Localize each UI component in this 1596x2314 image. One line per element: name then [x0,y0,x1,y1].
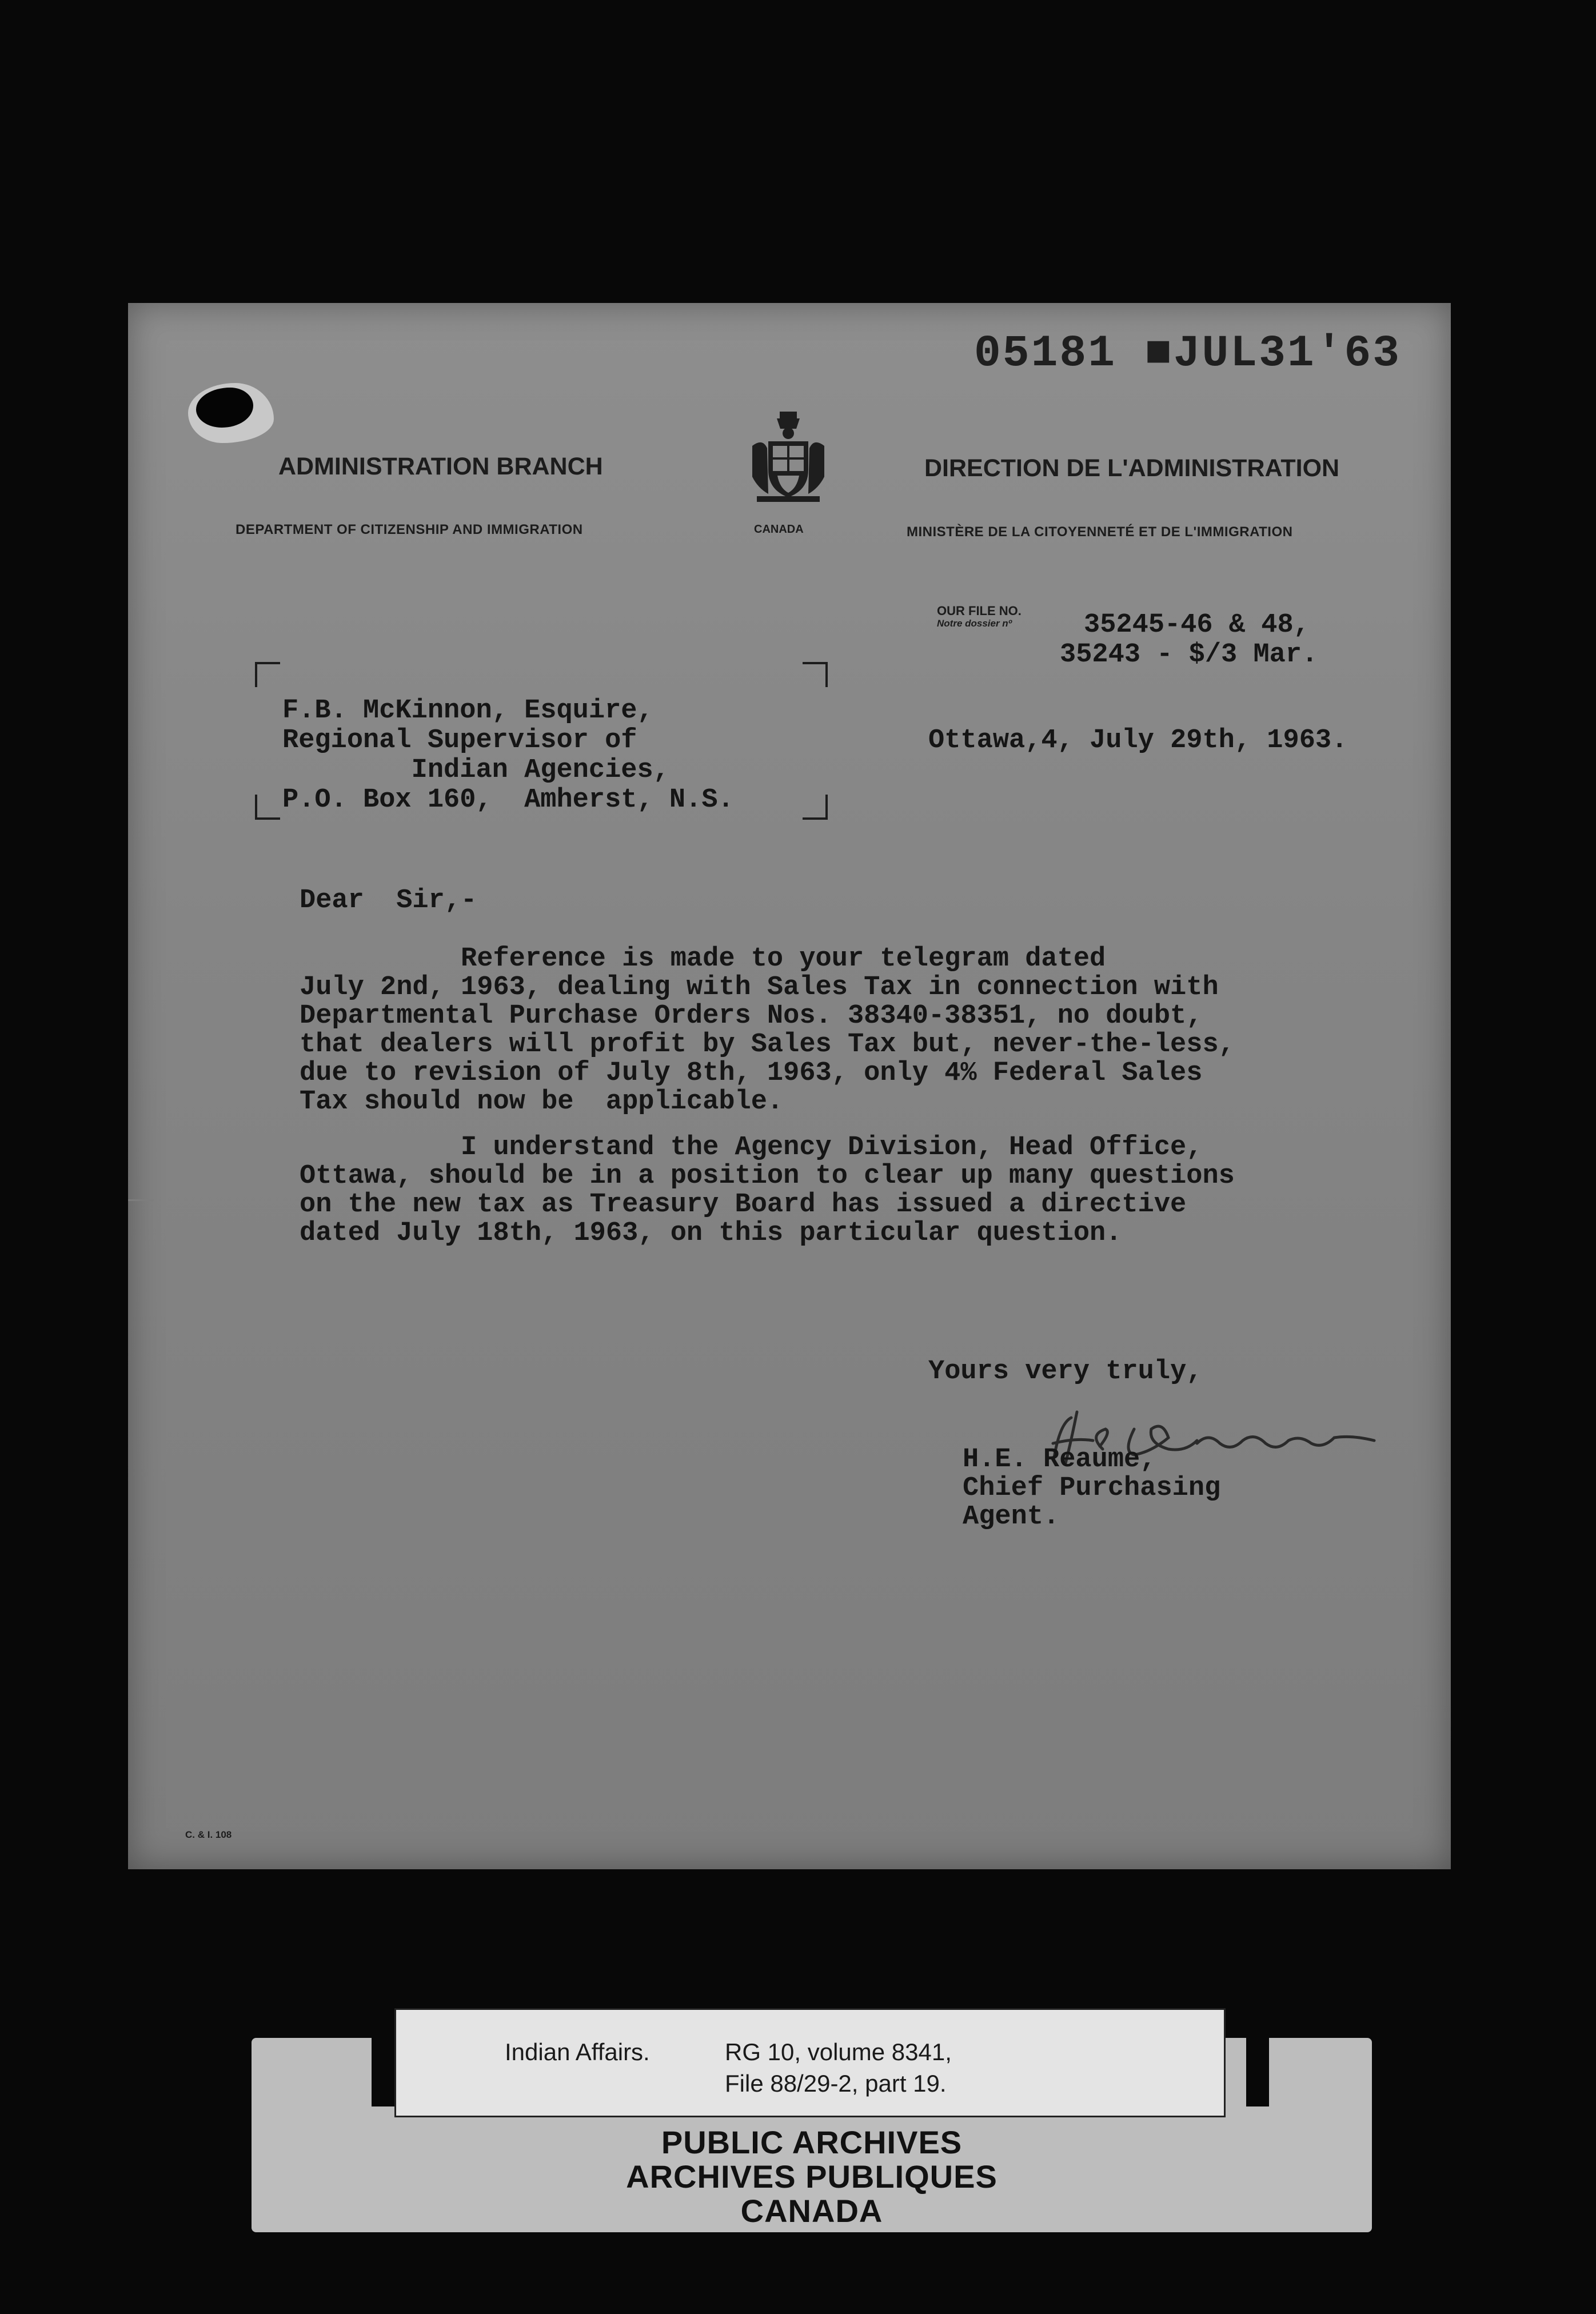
file-number-line-1: 35245-46 & 48, [1084,610,1310,640]
address-window-corner [803,795,828,820]
archives-line-country: CANADA [740,2193,883,2229]
canada-coat-of-arms-icon [745,406,831,506]
body-line: due to revision of July 8th, 1963, only 4% Federal Sales [300,1058,1203,1088]
received-date-stamp: 05181 ■JUL31'63 [974,329,1402,379]
address-window-corner [255,662,280,687]
torn-hole [188,383,274,443]
signer-title: Chief Purchasing [963,1473,1221,1503]
letterhead-left-subtitle: DEPARTMENT OF CITIZENSHIP AND IMMIGRATION [236,522,583,537]
letterhead-left-title: ADMINISTRATION BRANCH [278,453,603,480]
form-code: C. & I. 108 [185,1829,232,1840]
letterhead-right-subtitle: MINISTÈRE DE LA CITOYENNETÉ ET DE L'IMMIGRATION [907,524,1293,540]
public-archives-banner [252,2124,1372,2229]
body-line: July 2nd, 1963, dealing with Sales Tax in connection with [300,972,1219,1003]
address-window-corner [803,662,828,687]
address-line: P.O. Box 160, Amherst, N.S. [282,785,734,815]
file-number-label: OUR FILE NO. [937,604,1022,618]
margin-mark [128,1199,154,1201]
address-line: F.B. McKinnon, Esquire, [282,696,653,726]
file-number-label-fr: Notre dossier nº [937,618,1012,629]
file-reference: File 88/29-2, part 19. [725,2070,947,2097]
salutation: Dear Sir,- [300,885,477,916]
body-line: I understand the Agency Division, Head Office, [300,1132,1203,1163]
body-line: on the new tax as Treasury Board has issued a directive [300,1190,1187,1220]
body-line: Departmental Purchase Orders Nos. 38340-38351, no doubt, [300,1001,1203,1031]
address-line: Indian Agencies, [282,755,669,785]
archives-line-fr: ARCHIVES PUBLIQUES [626,2159,998,2195]
letter-page [128,303,1451,1869]
body-line: that dealers will profit by Sales Tax but, never-the-less, [300,1030,1235,1060]
address-line: Regional Supervisor of [282,725,637,756]
crest-label: CANADA [754,523,804,536]
body-line: Tax should now be applicable. [300,1087,784,1117]
address-window-corner [255,795,280,820]
dateline: Ottawa,4, July 29th, 1963. [928,725,1348,756]
closing: Yours very truly, [928,1357,1203,1387]
file-number-line-2: 35243 - $/3 Mar. [1060,640,1318,670]
body-line: dated July 18th, 1963, on this particular question. [300,1218,1122,1248]
record-group-volume: RG 10, volume 8341, [725,2038,952,2065]
body-line: Reference is made to your telegram dated [300,944,1106,974]
letterhead-right-title: DIRECTION DE L'ADMINISTRATION [924,454,1340,482]
archive-reference-label [394,2008,1226,2117]
collection-name: Indian Affairs. [505,2038,650,2065]
body-line: Ottawa, should be in a position to clear up many questions [300,1161,1235,1191]
signer-title-cont: Agent. [963,1502,1060,1532]
archives-line-en: PUBLIC ARCHIVES [661,2124,963,2160]
signer-name: H.E. Reaume, [963,1445,1156,1475]
